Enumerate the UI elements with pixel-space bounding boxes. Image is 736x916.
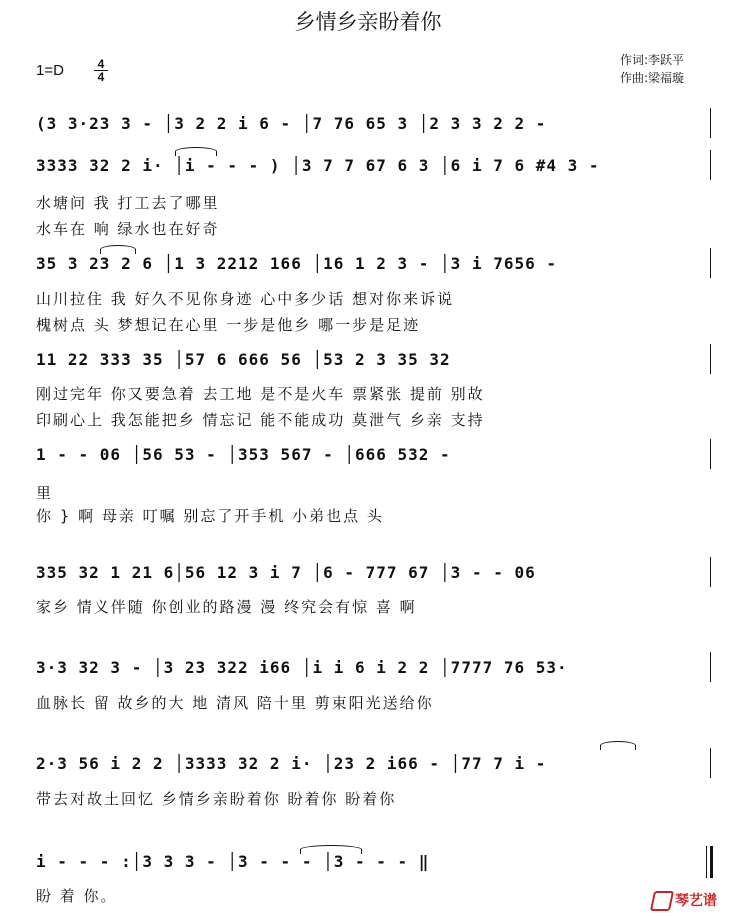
composer-credit: 作曲:梁福璇 [620, 71, 685, 85]
barline [710, 344, 711, 374]
watermark-logo [652, 890, 717, 911]
lyric-line: 盼 着 你。 [36, 887, 118, 905]
final-barline-thick [710, 846, 713, 878]
logo-mark-icon [650, 891, 674, 911]
tie-arc [600, 741, 636, 750]
barline [710, 150, 711, 180]
barline [710, 748, 711, 778]
lyric-line: 刚过完年 你又要急着 去工地 是不是火车 票紧张 提前 别故 [36, 385, 485, 403]
time-signature [94, 58, 108, 83]
final-barline-thin [706, 846, 707, 878]
lyric-line: 里 [36, 484, 54, 502]
lyric-line: 印刷心上 我怎能把乡 情忘记 能不能成功 莫泄气 乡亲 支持 [36, 411, 485, 429]
notation-row: 35 3 23 2 6 │1 3 2212 166 │16 1 2 3 - │3 i 7656 - [36, 254, 558, 273]
watermark-text: 琴艺谱 [675, 893, 717, 909]
barline [710, 557, 711, 587]
lyricist-credit: 作词:李跃平 [620, 53, 685, 67]
barline [710, 108, 711, 138]
barline [710, 248, 711, 278]
lyric-line: 你 } 啊 母亲 叮嘱 别忘了开手机 小弟也点 头 [36, 507, 384, 525]
lyric-line: 槐树点 头 梦想记在心里 一步是他乡 哪一步是足迹 [36, 316, 421, 334]
notation-row: 11 22 333 35 │57 6 666 56 │53 2 3 35 32 [36, 350, 451, 369]
notation-row: i - - - :│3 3 3 - │3 - - - │3 - - - ‖ [36, 852, 430, 871]
lyric-line: 水车在 响 绿水也在好奇 [36, 220, 220, 238]
lyric-line: 山川拉住 我 好久不见你身迹 心中多少话 想对你来诉说 [36, 290, 455, 308]
lyric-line: 家乡 情义伴随 你创业的路漫 漫 终究会有惊 喜 啊 [36, 598, 417, 616]
slur-arc [100, 245, 136, 254]
notation-row: 3·3 32 3 - │3 23 322 i66 │i i 6 i 2 2 │7777 76 53· [36, 658, 568, 677]
key-signature: 1=D [36, 62, 64, 79]
lyric-line: 血脉长 留 故乡的大 地 清风 陪十里 剪束阳光送给你 [36, 694, 434, 712]
notation-row: 335 32 1 21 6│56 12 3 i 7 │6 - 777 67 │3 - - 06 [36, 563, 536, 582]
notation-row: 2·3 56 i 2 2 │3333 32 2 i· │23 2 i66 - │77 7 i - [36, 754, 547, 773]
lyric-line: 水塘问 我 打工去了哪里 [36, 194, 220, 212]
lyric-line: 带去对故土回忆 乡情乡亲盼着你 盼着你 盼着你 [36, 790, 397, 808]
notation-row: (3 3·23 3 - │3 2 2 i 6 - │7 76 65 3 │2 3 3 2 2 - [36, 114, 547, 133]
notation-row: 3333 32 2 i· │i - - - ) │3 7 7 67 6 3 │6 i 7 6 #4 3 - [36, 156, 600, 175]
barline [710, 439, 711, 469]
tie-arc [175, 147, 217, 156]
tie-arc [300, 845, 362, 854]
time-signature-denominator: 4 [94, 70, 108, 83]
notation-row: 1 - - 06 │56 53 - │353 567 - │666 532 - [36, 445, 451, 464]
song-title: 乡情乡亲盼着你 [294, 10, 442, 34]
barline [710, 652, 711, 682]
time-signature-numerator: 4 [97, 57, 105, 71]
